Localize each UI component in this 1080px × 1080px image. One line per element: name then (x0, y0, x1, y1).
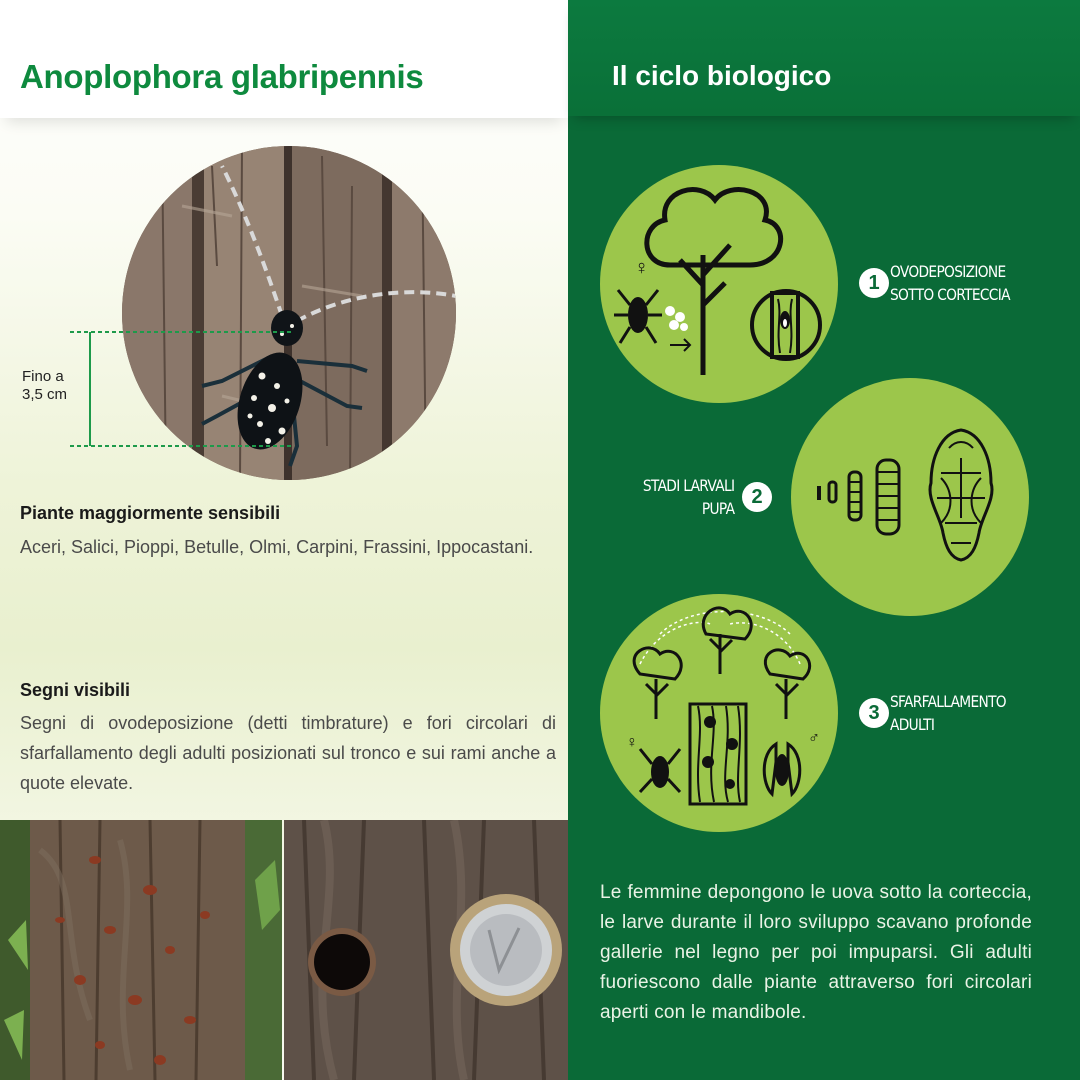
plants-heading: Piante maggiormente sensibili (20, 503, 281, 523)
signs-heading: Segni visibili (20, 680, 131, 700)
size-indicator (66, 326, 296, 452)
stage-2-label-line1: STADI LARVALI (642, 476, 734, 495)
stage-1-number: 1 (859, 268, 889, 298)
species-header (0, 0, 568, 118)
stage-1-label-line2: SOTTO CORTECCIA (890, 285, 1010, 304)
male-symbol-icon: ♂ (808, 730, 820, 747)
stage-1-illustration (600, 165, 838, 403)
size-label-line1: Fino a (22, 368, 64, 385)
stage-2-number: 2 (742, 482, 772, 512)
stage-1-label-line1: OVODEPOSIZIONE (890, 262, 1006, 281)
plants-text: Aceri, Salici, Pioppi, Betulle, Olmi, Carpini, Frassini, Ippocastani. (20, 537, 534, 557)
stage-3-illustration (600, 594, 838, 832)
stage-2-illustration (791, 378, 1029, 616)
bark-egg-sites-photo (0, 820, 282, 1080)
stage-3-label-line1: SFARFALLAMENTO (890, 692, 1006, 711)
female-symbol-icon: ♀ (634, 257, 649, 279)
exit-hole-photo (284, 820, 568, 1080)
stage-2-label-line2: PUPA (701, 499, 734, 518)
size-label-line2: 3,5 cm (22, 386, 68, 403)
lifecycle-title: Il ciclo biologico (612, 60, 832, 91)
lifecycle-header (568, 0, 1080, 116)
stage-3-number: 3 (859, 698, 889, 728)
stage-2-label (643, 474, 734, 520)
stage-3-label (890, 690, 1006, 736)
signs-text: Segni di ovodeposizione (detti timbrature) e fori circolari di sfarfallamento degli adulti posizionati sul tronco e sui rami anche a quote elevate. (20, 713, 556, 793)
stage-1-label (890, 260, 1010, 306)
female-symbol-icon: ♀ (626, 734, 638, 751)
size-label (22, 368, 67, 404)
species-title: Anoplophora glabripennis (20, 58, 424, 95)
stage-3-label-line2: ADULTI (890, 715, 935, 734)
lifecycle-panel (568, 0, 1080, 1080)
lifecycle-description: Le femmine depongono le uova sotto la corteccia, le larve durante il loro sviluppo scavano profonde gallerie nel legno per poi impuparsi. Gli adulti fuoriescono dalle piante attraverso fori circolari aperti con le mandibole. (600, 882, 1032, 1023)
